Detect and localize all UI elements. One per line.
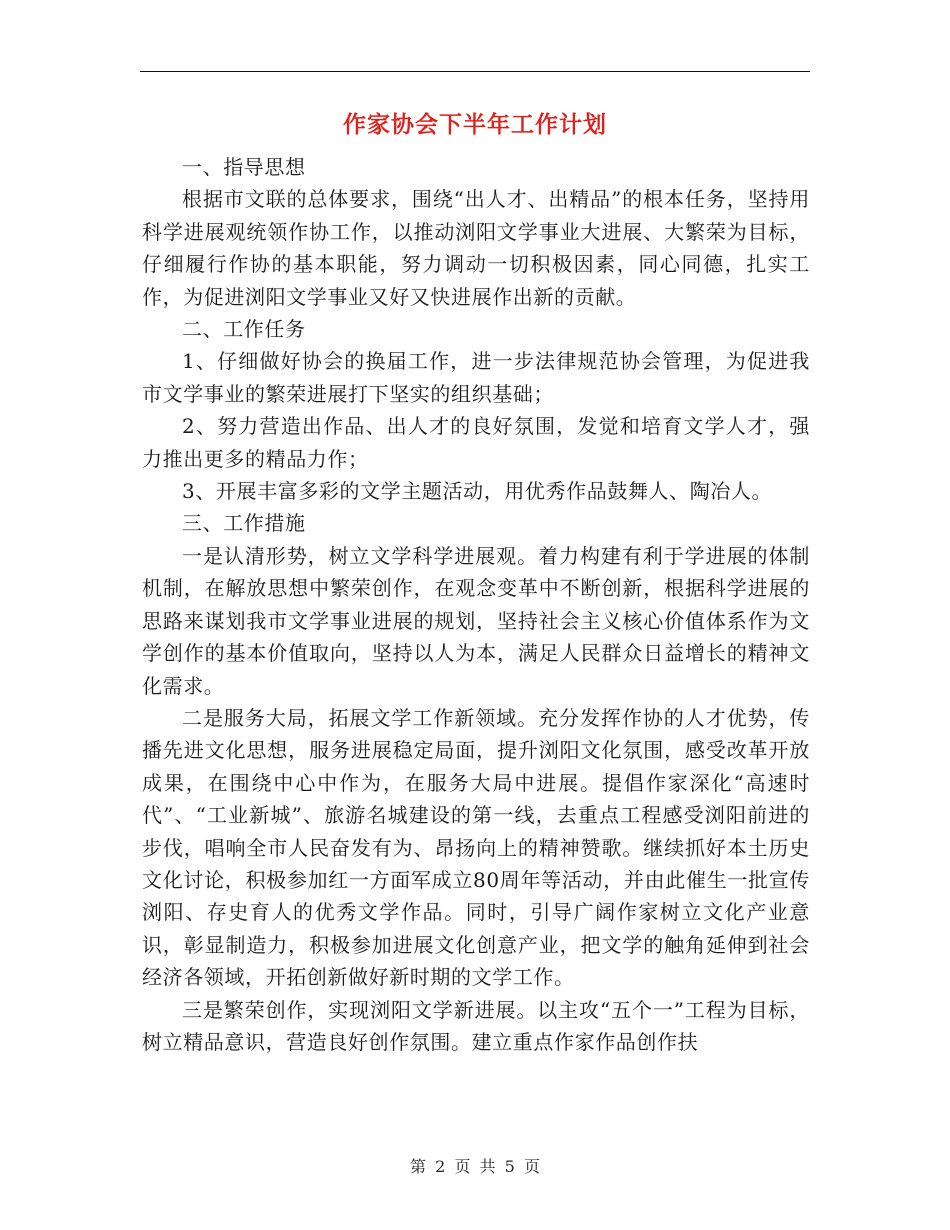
task-item-1: 1、仔细做好协会的换届工作，进一步法律规范协会管理，为促进我市文学事业的繁荣进展打下坚实的组织基础； [142,349,810,406]
measure-paragraph-3: 三是繁荣创作，实现浏阳文学新进展。以主攻“五个一”工程为目标，树立精品意识，营造良好创作氛围。建立重点作家作品创作扶 [142,997,810,1054]
body-paragraph: 根据市文联的总体要求，围绕“出人才、出精品”的根本任务，坚持用科学进展观统领作协工作，以推动浏阳文学事业大进展、大繁荣为目标，仔细履行作协的基本职能，努力调动一切积极因素，同心同德，扎实工作，为促进浏阳文学事业又好又快进展作出新的贡献。 [142,187,810,309]
measure-paragraph-2: 二是服务大局，拓展文学工作新领域。充分发挥作协的人才优势，传播先进文化思想，服务进展稳定局面，提升浏阳文化氛围，感受改革开放成果，在围绕中心中作为，在服务大局中进展。提倡作家深化“高速时代”、“工业新城”、旅游名城建设的第一线，去重点工程感受浏阳前进的步伐，唱响全市人民奋发有为、昂扬向上的精神赞歌。继续抓好本土历史文化讨论，积极参加红一方面军成立80周年等活动，并由此催生一批宣传浏阳、存史育人的优秀文学作品。同时，引导广阔作家树立文化产业意识，彰显制造力，积极参加进展文化创意产业，把文学的触角延伸到社会经济各领域，开拓创新做好新时期的文学工作。 [142,705,810,990]
footer-page-unit: 页 [454,1157,471,1176]
footer-total-pages: 5 [504,1157,515,1176]
document-title: 作家协会下半年工作计划 [343,111,607,138]
task-item-3: 3、开展丰富多彩的文学主题活动，用优秀作品鼓舞人、陶冶人。 [182,479,773,504]
header-rule [140,71,810,72]
footer-page-unit-2: 页 [523,1157,540,1176]
footer-current-page: 2 [435,1157,446,1176]
measure-paragraph-1: 一是认清形势，树立文学科学进展观。着力构建有利于学进展的体制机制，在解放思想中繁荣创作，在观念变革中不断创新，根据科学进展的思路来谋划我市文学事业进展的规划，坚持社会主义核心价值体系作为文学创作的基本价值取向，坚持以人为本，满足人民群众日益增长的精神文化需求。 [142,543,810,698]
task-item-2: 2、努力营造出作品、出人才的良好氛围，发觉和培育文学人才，强力推出更多的精品力作； [142,414,810,471]
section-heading-work-tasks: 二、工作任务 [182,317,306,342]
section-heading-work-measures: 三、工作措施 [182,511,306,536]
footer-total-label: 共 [479,1157,496,1176]
section-heading-guiding-thought: 一、指导思想 [182,155,306,179]
document-body [142,151,810,1058]
footer-page-label: 第 [410,1157,427,1176]
page-footer [0,1156,950,1178]
